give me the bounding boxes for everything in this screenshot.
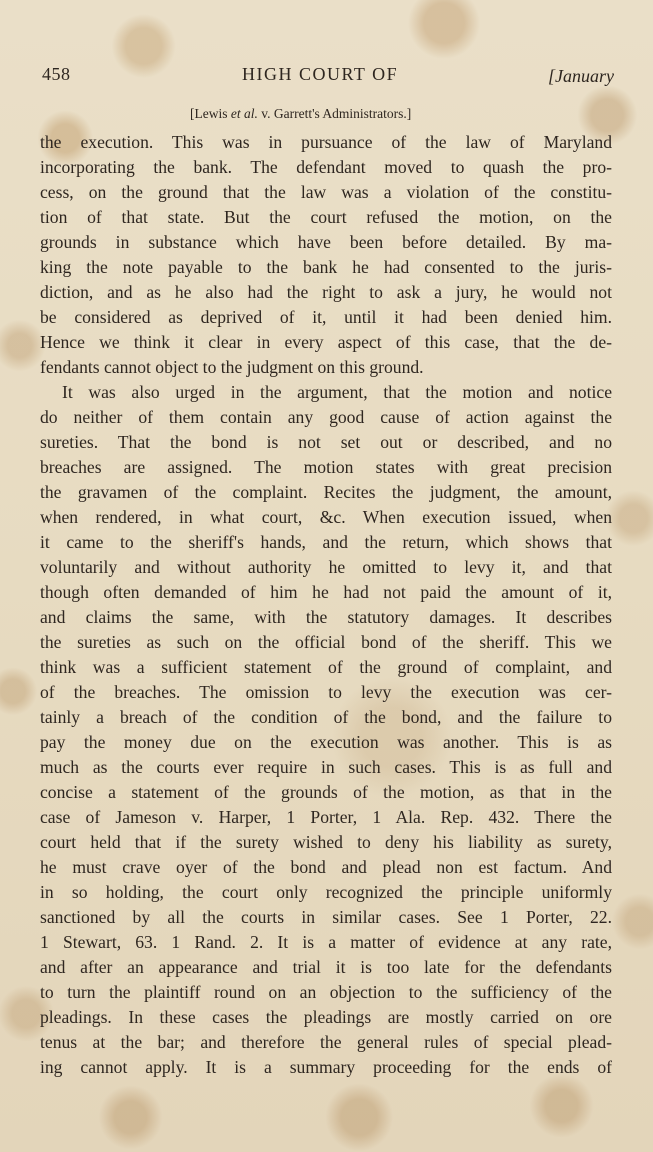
text-line: be considered as deprived of it, until it had been denied him.	[40, 307, 612, 327]
text-line: concise a statement of the grounds of the motion, as that in the	[40, 782, 612, 802]
text-line: 1 Stewart, 63. 1 Rand. 2. It is a matter of evidence at any rate,	[40, 932, 612, 952]
case-caption	[190, 106, 411, 122]
text-line: do neither of them contain any good cause of action against the	[40, 407, 612, 427]
text-line: court held that if the surety wished to deny his liability as surety,	[40, 832, 612, 852]
page-header	[42, 64, 614, 90]
case-caption-v: v.	[257, 106, 274, 121]
text-line: sureties. That the bond is not set out or described, and no	[40, 432, 612, 452]
text-line: the gravamen of the complaint. Recites the judgment, the amount,	[40, 482, 612, 502]
text-line: pay the money due on the execution was another. This is as	[40, 732, 612, 752]
text-line: tainly a breach of the condition of the bond, and the failure to	[40, 707, 612, 727]
text-line: cess, on the ground that the law was a violation of the constitu-	[40, 182, 612, 202]
text-line: when rendered, in what court, &c. When execution issued, when	[40, 507, 612, 527]
text-line: fendants cannot object to the judgment on this ground.	[40, 357, 424, 377]
text-line: sanctioned by all the courts in similar cases. See 1 Porter, 22.	[40, 907, 612, 927]
case-caption-prefix: [Lewis	[190, 106, 231, 121]
text-line: much as the courts ever require in such cases. This is as full and	[40, 757, 612, 777]
text-line: and claims the same, with the statutory damages. It describes	[40, 607, 612, 627]
text-line: the execution. This was in pursuance of the law of Maryland	[40, 132, 612, 152]
text-line: king the note payable to the bank he had consented to the juris-	[40, 257, 612, 277]
text-line: tenus at the bar; and therefore the general rules of special plead-	[40, 1032, 612, 1052]
text-line: and after an appearance and trial it is too late for the defendants	[40, 957, 612, 977]
running-head-month: [January	[548, 66, 614, 86]
text-line: it came to the sheriff's hands, and the return, which shows that	[40, 532, 612, 552]
text-line: pleadings. In these cases the pleadings are mostly carried on ore	[40, 1007, 612, 1027]
text-line: It was also urged in the argument, that the motion and notice	[62, 382, 612, 402]
text-line: case of Jameson v. Harper, 1 Porter, 1 Ala. Rep. 432. There the	[40, 807, 612, 827]
text-line: breaches are assigned. The motion states with great precision	[40, 457, 612, 477]
text-line: he must crave oyer of the bond and plead non est factum. And	[40, 857, 612, 877]
case-caption-suffix: Garrett's Administrators.]	[273, 106, 412, 121]
text-line: think was a sufficient statement of the ground of complaint, and	[40, 657, 612, 677]
text-line: incorporating the bank. The defendant moved to quash the pro-	[40, 157, 612, 177]
text-line: grounds in substance which have been before detailed. By ma-	[40, 232, 612, 252]
text-line: the sureties as such on the official bond of the sheriff. This we	[40, 632, 612, 652]
running-head: HIGH COURT OF	[242, 64, 399, 84]
text-line: in so holding, the court only recognized the principle uniformly	[40, 882, 612, 902]
text-line: though often demanded of him he had not paid the amount of it,	[40, 582, 612, 602]
text-line: to turn the plaintiff round on an objection to the sufficiency of the	[40, 982, 612, 1002]
text-line: voluntarily and without authority he omitted to levy it, and that	[40, 557, 612, 577]
page-number: 458	[42, 64, 71, 84]
text-line: diction, and as he also had the right to ask a jury, he would not	[40, 282, 612, 302]
text-line: of the breaches. The omission to levy the execution was cer-	[40, 682, 612, 702]
case-caption-etal: et al.	[230, 106, 258, 121]
text-line: Hence we think it clear in every aspect of this case, that the de-	[40, 332, 612, 352]
text-line: tion of that state. But the court refused the motion, on the	[40, 207, 612, 227]
body-text	[40, 130, 612, 1080]
text-line: ing cannot apply. It is a summary proceeding for the ends of	[40, 1057, 612, 1077]
